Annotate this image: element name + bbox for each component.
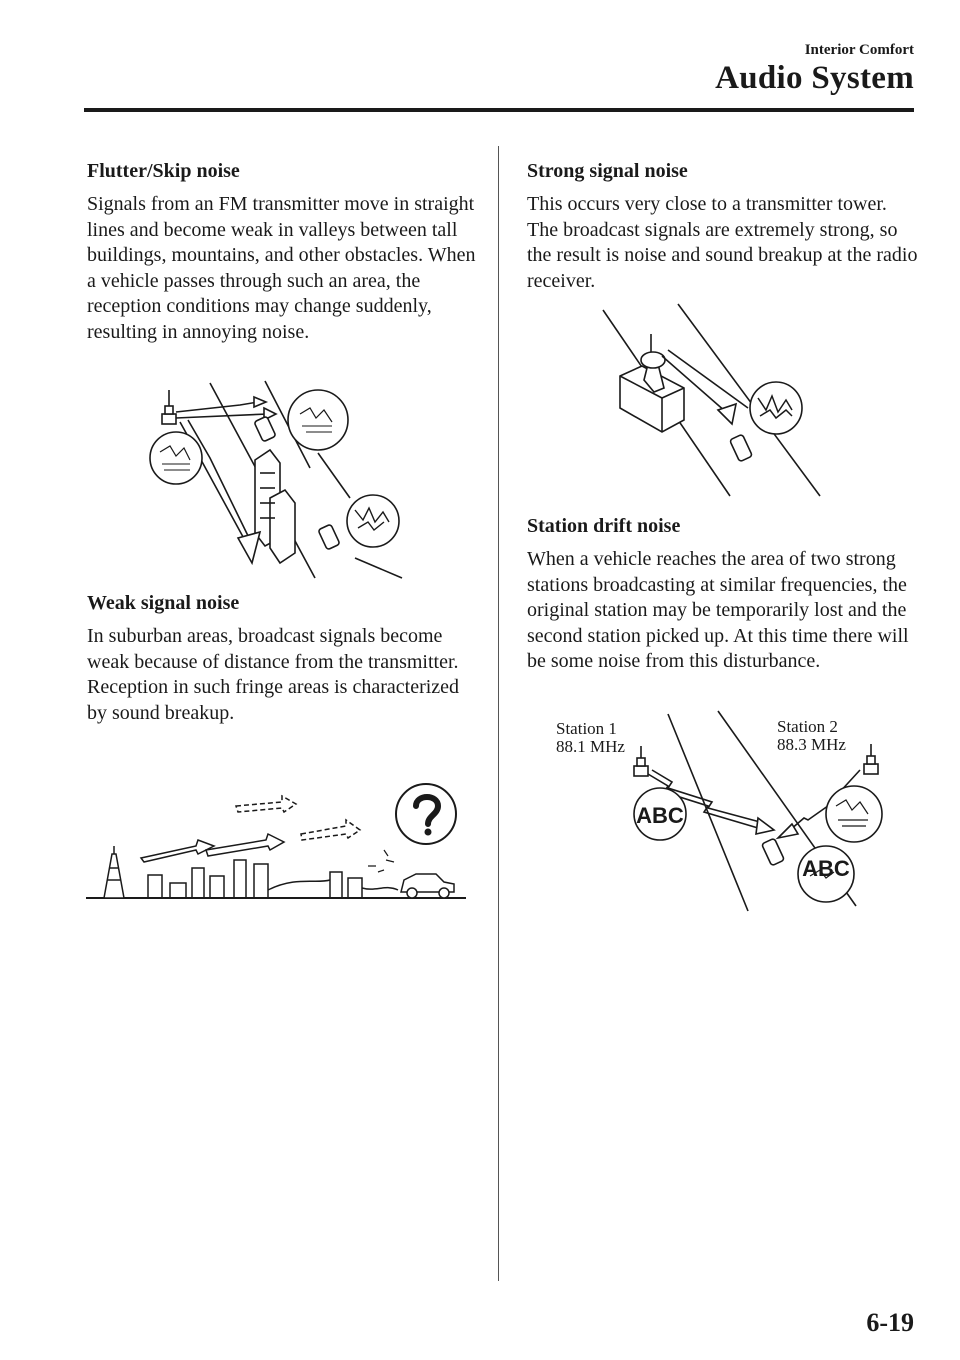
abc-bubble-left: ABC	[636, 803, 684, 828]
abc-bubble-right: ABC	[802, 856, 850, 881]
radio-tower-icon	[104, 846, 124, 898]
chapter-label: Interior Comfort	[804, 42, 914, 58]
station-drift-illustration	[598, 706, 898, 916]
column-divider	[498, 146, 499, 1281]
weak-signal-illustration	[86, 780, 468, 910]
header-rule	[84, 108, 914, 112]
page-number: 6-19	[866, 1308, 914, 1337]
section-title: Audio System	[715, 60, 914, 96]
question-bubble-icon	[396, 784, 456, 844]
station-1-frequency: 88.1 MHz	[556, 737, 625, 756]
section-body: When a vehicle reaches the area of two strong stations broadcasting at similar frequencies, the original station may be temporarily lost and the second station picked up. At this time there will be some noise from this disturbance.	[527, 548, 909, 672]
flutter-skip-illustration	[140, 378, 440, 583]
station-2-frequency: 88.3 MHz	[777, 735, 846, 754]
car-icon	[401, 874, 454, 898]
section-weak-signal	[87, 590, 477, 726]
car-icon	[762, 838, 785, 866]
transmitter-icon	[162, 390, 176, 424]
station-1-name: Station 1	[556, 719, 617, 738]
transmitter-icon	[634, 746, 648, 776]
transmitter-icon	[864, 744, 878, 774]
station-2-name: Station 2	[777, 717, 838, 736]
car-icon	[730, 434, 753, 462]
section-heading: Weak signal noise	[87, 592, 240, 614]
building-icon	[255, 450, 295, 563]
section-body: Signals from an FM transmitter move in straight lines and become weak in valleys between tall buildings, mountains, and other obstacles. When a vehicle passes through such an area, the reception conditions may change suddenly, resulting in annoying noise.	[87, 193, 476, 343]
section-body: This occurs very close to a transmitter tower. The broadcast signals are extremely strong, so the result is noise and sound breakup at the radio receiver.	[527, 193, 918, 292]
section-heading: Flutter/Skip noise	[87, 160, 240, 182]
car-icon	[318, 524, 340, 550]
strong-signal-illustration	[598, 300, 828, 500]
section-station-drift	[527, 513, 919, 675]
car-icon	[254, 416, 276, 442]
section-heading: Station drift noise	[527, 515, 681, 537]
section-heading: Strong signal noise	[527, 160, 688, 182]
section-strong-signal	[527, 158, 919, 294]
section-body: In suburban areas, broadcast signals become weak because of distance from the transmitter. Reception in such fringe areas is characterized by sound breakup.	[87, 625, 460, 724]
section-flutter-skip	[87, 158, 477, 345]
